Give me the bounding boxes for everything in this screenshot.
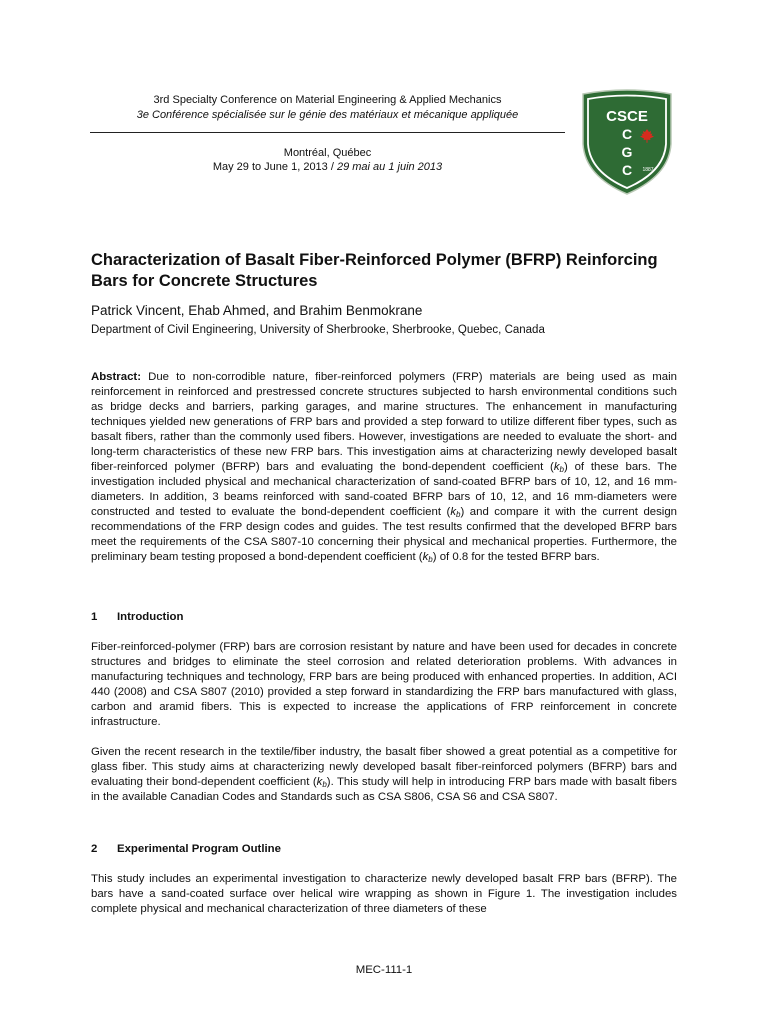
intro-text: Given the recent research in the textile/fiber industry, the basalt fiber showed a great potential as a competitive for glass fiber. This study aims at characterizing newly developed basalt fiber-reinforced polymers (BFRP) bars and evaluating their bond-dependent coefficient (	[91, 746, 677, 788]
section-heading-introduction	[91, 610, 677, 625]
conference-dates-en: May 29 to June 1, 2013 /	[212, 161, 337, 173]
section-heading-experimental	[91, 842, 677, 857]
logo-text-g: G	[621, 144, 633, 160]
logo-shield	[583, 90, 671, 194]
kb-symbol-b: b	[428, 555, 433, 564]
kb-symbol	[423, 551, 433, 563]
page-footer-id: MEC-111-1	[355, 964, 413, 976]
conference-location	[90, 146, 565, 174]
csce-logo	[580, 88, 674, 196]
kb-symbol	[450, 506, 460, 518]
logo-year: 1887	[642, 167, 654, 173]
kb-symbol	[317, 776, 327, 788]
intro-paragraph-2	[91, 745, 677, 805]
section-title: Introduction	[117, 611, 184, 623]
section-number: 1	[91, 611, 98, 623]
section-title: Experimental Program Outline	[117, 843, 281, 855]
kb-symbol	[554, 461, 564, 473]
logo-text-csce: CSCE	[606, 108, 648, 125]
conference-name-fr: 3e Conférence spécialisée sur le génie des matériaux et mécanique appliquée	[136, 109, 519, 121]
conference-dates	[90, 160, 565, 174]
section-number: 2	[91, 843, 98, 855]
abstract-text: ) of these bars. The investigation included physical and mechanical characterization of sand-coated BFRP bars of 10, 12, and 16 mm-diameters. In addition, 3 beams reinforced with sand-coated BFRP bars of 10, 12, and 16 mm-diameters were constructed and tested to evaluate the bond-dependent coefficient (	[91, 461, 678, 518]
conference-dates-fr: 29 mai au 1 juin 2013	[336, 161, 443, 173]
kb-symbol-k: k	[553, 461, 560, 473]
abstract-text: ) and compare it with the current design recommendations of the FRP design codes and guides. The test results confirmed that the developed BFRP bars meet the requirements of the CSA S807-10 concerning their physical and mechanical properties. Furthermore, the preliminary beam testing proposed a bond-dependent coefficient (	[91, 506, 678, 563]
paper-title: Characterization of Basalt Fiber-Reinforced Polymer (BFRP) Reinforcing Bars for Concrete Structures	[91, 251, 658, 290]
outline-paragraph-1: This study includes an experimental investigation to characterize newly developed basalt FRP bars (BFRP). The bars have a sand-coated surface over helical wire wrapping as shown in Figure 1. The investigation includes complete physical and mechanical characterization of three diameters of these	[91, 873, 677, 915]
paper-authors: Patrick Vincent, Ehab Ahmed, and Brahim Benmokrane	[91, 303, 423, 318]
abstract-text: ) of 0.8 for the tested BFRP bars.	[432, 551, 600, 563]
conference-header	[90, 93, 565, 123]
conference-name-en: 3rd Specialty Conference on Material Engineering & Applied Mechanics	[153, 94, 502, 106]
abstract-label: Abstract:	[91, 371, 142, 383]
logo-text-c1: C	[621, 126, 633, 142]
conference-city: Montréal, Québec	[283, 147, 372, 159]
kb-symbol-k: k	[422, 551, 429, 563]
abstract-text: Due to non-corrodible nature, fiber-reinforced polymers (FRP) materials are being used as main reinforcement in reinforced and prestressed concrete structures subjected to harsh environmental conditions such as bridge decks and barriers, parking garages, and marine structures. The enhancement in manufacturing techniques yielded new generations of FRP bars and provided a step forward to utilize different fiber types, such as basalt fibers, rather than the commonly used fibers. However, investigations are needed to evaluate the short- and long-term characteristics of these new FRP bars. This investigation aims at characterizing newly developed basalt fiber-reinforced polymer (BFRP) bars and evaluating the bond-dependent coefficient (	[91, 371, 677, 473]
header-divider	[90, 132, 565, 133]
kb-symbol-b: b	[456, 510, 461, 519]
kb-symbol-b: b	[559, 465, 564, 474]
author-affiliation: Department of Civil Engineering, University of Sherbrooke, Sherbrooke, Quebec, Canada	[91, 324, 545, 336]
abstract-paragraph	[91, 370, 677, 565]
kb-symbol-k: k	[450, 506, 457, 518]
kb-symbol-k: k	[316, 776, 323, 788]
logo-text-c2: C	[621, 162, 633, 178]
intro-text: ). This study will help in introducing FRP bars made with basalt fibers in the available Canadian Codes and Standards such as CSA S806, CSA S6 and CSA S807.	[91, 776, 677, 803]
kb-symbol-b: b	[322, 780, 327, 789]
intro-paragraph-1: Fiber-reinforced-polymer (FRP) bars are corrosion resistant by nature and have been used for decades in concrete structures and bridges to eliminate the steel corrosion and related deterioration problems. With advances in manufacturing techniques and technology, FRP bars are being produced with enhanced properties. In addition, ACI 440 (2008) and CSA S807 (2010) provided a step forward in standardizing the FRP bars manufactured with glass, carbon and aramid fibers. This is expected to increase the applications of FRP reinforcement in concrete infrastructure.	[91, 641, 677, 728]
